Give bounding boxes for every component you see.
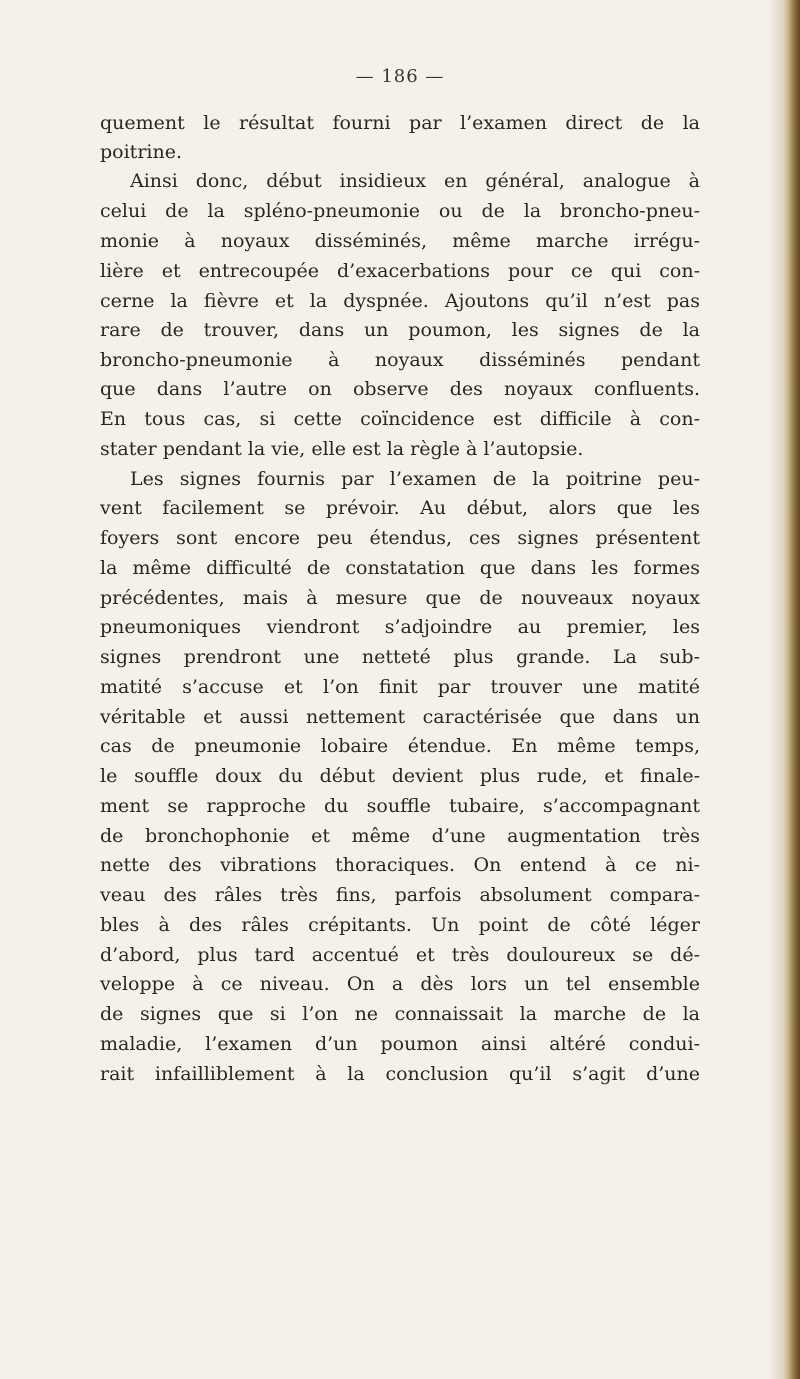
text-line: ment se rapproche du souffle tubaire, s’accompagnant [100,795,700,817]
text-line: lière et entrecoupée d’exacerbations pour ce qui con- [100,260,700,282]
text-line: celui de la spléno-pneumonie ou de la broncho-pneu- [100,200,700,222]
text-line: cas de pneumonie lobaire étendue. En même temps, [100,735,700,757]
text-line: véritable et aussi nettement caractérisée que dans un [100,706,700,728]
text-line: quement le résultat fourni par l’examen direct de la [100,112,700,134]
text-line: signes prendront une netteté plus grande. La sub- [100,646,700,668]
text-line: vent facilement se prévoir. Au début, alors que les [100,497,700,519]
text-line: maladie, l’examen d’un poumon ainsi altéré condui- [100,1033,700,1055]
text-line: Ainsi donc, début insidieux en général, analogue à [130,170,700,192]
text-line: stater pendant la vie, elle est la règle à l’autopsie. [100,438,584,460]
text-line: cerne la fièvre et la dyspnée. Ajoutons qu’il n’est pas [100,290,700,312]
text-line: pneumoniques viendront s’adjoindre au premier, les [100,616,700,638]
text-line: le souffle doux du début devient plus rude, et finale- [100,765,700,787]
text-line: que dans l’autre on observe des noyaux confluents. [100,378,700,400]
book-edge [782,0,800,1379]
text-line: rait infailliblement à la conclusion qu’il s’agit d’une [100,1063,700,1085]
text-line: poitrine. [100,141,182,163]
text-line: de bronchophonie et même d’une augmentation très [100,825,700,847]
text-line: veloppe à ce niveau. On a dès lors un tel ensemble [100,973,700,995]
text-line: foyers sont encore peu étendus, ces signes présentent [100,527,700,549]
text-line: broncho-pneumonie à noyaux disséminés pendant [100,349,700,371]
text-line: précédentes, mais à mesure que de nouveaux noyaux [100,587,700,609]
text-line: En tous cas, si cette coïncidence est difficile à con- [100,408,700,430]
text-line: monie à noyaux disséminés, même marche irrégu- [100,230,700,252]
text-line: rare de trouver, dans un poumon, les signes de la [100,319,700,341]
text-line: Les signes fournis par l’examen de la poitrine peu- [130,468,700,490]
text-line: d’abord, plus tard accentué et très douloureux se dé- [100,944,700,966]
text-line: la même difficulté de constatation que dans les formes [100,557,700,579]
text-line: nette des vibrations thoraciques. On entend à ce ni- [100,854,700,876]
page-number: — 186 — [355,66,445,87]
text-line: matité s’accuse et l’on finit par trouver une matité [100,676,700,698]
text-line: veau des râles très fins, parfois absolument compara- [100,884,700,906]
text-line: de signes que si l’on ne connaissait la marche de la [100,1003,700,1025]
text-line: bles à des râles crépitants. Un point de côté léger [100,914,700,936]
page-gutter-shadow [768,0,782,1379]
